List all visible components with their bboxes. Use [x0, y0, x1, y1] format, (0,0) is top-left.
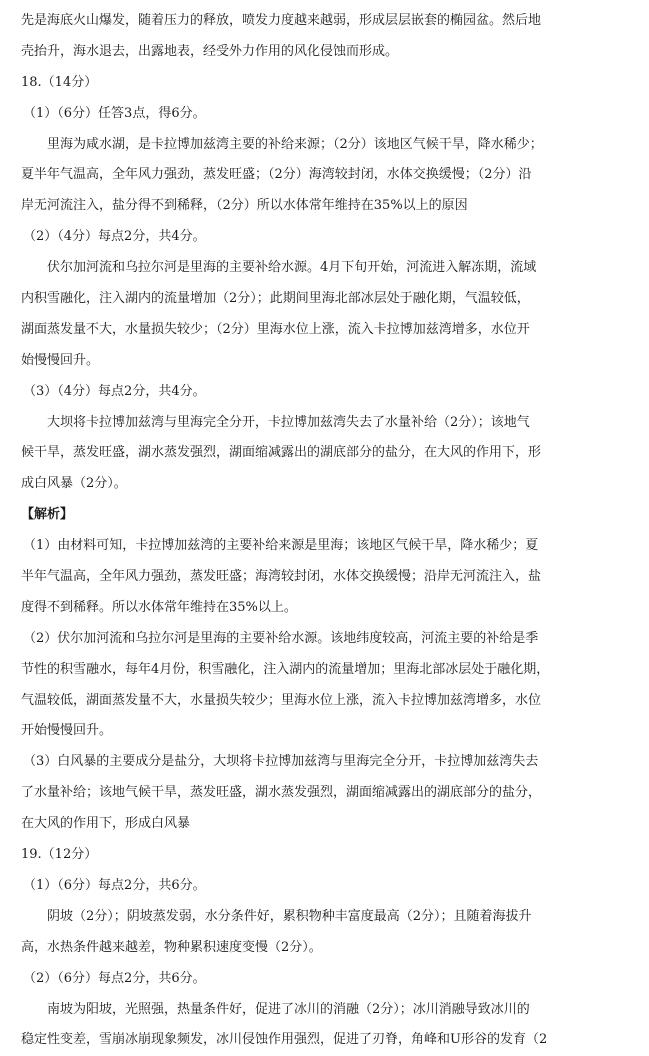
text-line: 里海为咸水湖，是卡拉博加兹湾主要的补给来源；（2分）该地区气候干旱，降水稀少； [47, 136, 543, 152]
text-line: 大坝将卡拉博加兹湾与里海完全分开，卡拉博加兹湾失去了水量补给（2分）；该地气 [47, 414, 530, 430]
text-line: （2）伏尔加河流和乌拉尔河是里海的主要补给水源。该地纬度较高，河流主要的补给是季 [23, 630, 539, 646]
text-line: 度得不到稀释。所以水体常年维持在35%以上。 [21, 599, 297, 615]
text-line: 稳定性变差，雪崩冰崩现象频发，冰川侵蚀作用强烈，促进了刃脊，角峰和U形谷的发育（2 [21, 1032, 548, 1048]
text-line: 南坡为阳坡，光照强，热量条件好，促进了冰川的消融（2分）；冰川消融导致冰川的 [47, 1001, 530, 1017]
sub-question-heading: （1）（6分）任答3点，得6分。 [23, 105, 206, 121]
text-line: 节性的积雪融水，每年4月份，积雪融化，注入湖内的流量增加；里海北部冰层处于融化期， [21, 661, 550, 677]
sub-question-heading: （3）（4分）每点2分，共4分。 [23, 383, 206, 399]
text-line: 高，水热条件越来越差，物种累积速度变慢（2分）。 [21, 939, 322, 955]
text-line: 气温较低，湖面蒸发量不大，水量损失较少；里海水位上涨，流入卡拉博加兹湾增多，水位 [21, 692, 542, 708]
text-line: （3）白风暴的主要成分是盐分，大坝将卡拉博加兹湾与里海完全分开，卡拉博加兹湾失去 [23, 754, 539, 770]
sub-question-heading: （1）（6分）每点2分，共6分。 [23, 877, 206, 893]
text-line: 开始慢慢回升。 [21, 723, 113, 739]
text-line: 成白风暴（2分）。 [21, 476, 127, 492]
sub-question-heading: （2）（4分）每点2分，共4分。 [23, 229, 206, 245]
question-heading: 18.（14分） [21, 74, 98, 90]
text-line: 先是海底火山爆发，随着压力的释放，喷发力度越来越弱，形成层层嵌套的椭园盆。然后地 [21, 13, 542, 28]
text-line: 始慢慢回升。 [21, 352, 100, 368]
text-line: 岸无河流注入，盐分得不到稀释，（2分）所以水体常年维持在35%以上的原因 [21, 198, 468, 214]
text-line: 内积雪融化，注入湖内的流量增加（2分）；此期间里海北部冰层处于融化期，气温较低， [21, 291, 530, 307]
analysis-heading: 【解析】 [21, 507, 74, 523]
text-line: 伏尔加河流和乌拉尔河是里海的主要补给水源。4月下旬开始，河流进入解冻期，流域 [47, 260, 537, 276]
text-line: 夏半年气温高，全年风力强劲，蒸发旺盛；（2分）海湾较封闭，水体交换缓慢；（2分）沿 [21, 167, 532, 183]
text-line: 壳抬升，海水退去，出露地表，经受外力作用的风化侵蚀而形成。 [21, 43, 399, 59]
text-line: 阴坡（2分）；阴坡蒸发弱，水分条件好，累积物种丰富度最高（2分）；且随着海拔升 [47, 908, 532, 924]
text-line: 湖面蒸发量不大，水量损失较少；（2分）里海水位上涨，流入卡拉博加兹湾增多，水位开 [21, 321, 530, 337]
text-line: 候干旱，蒸发旺盛，湖水蒸发强烈，湖面缩减露出的湖底部分的盐分，在大风的作用下，形 [21, 445, 542, 461]
sub-question-heading: （2）（6分）每点2分，共6分。 [23, 970, 206, 986]
text-line: 了水量补给；该地气候干旱，蒸发旺盛，湖水蒸发强烈，湖面缩减露出的湖底部分的盐分， [21, 785, 542, 801]
text-line: 在大风的作用下，形成白风暴 [21, 816, 191, 832]
text-line: 半年气温高，全年风力强劲，蒸发旺盛；海湾较封闭，水体交换缓慢；沿岸无河流注入，盐 [21, 569, 542, 585]
text-line: （1）由材料可知，卡拉博加兹湾的主要补给来源是里海；该地区气候干旱，降水稀少；夏 [23, 538, 539, 554]
question-heading: 19.（12分） [21, 847, 98, 863]
